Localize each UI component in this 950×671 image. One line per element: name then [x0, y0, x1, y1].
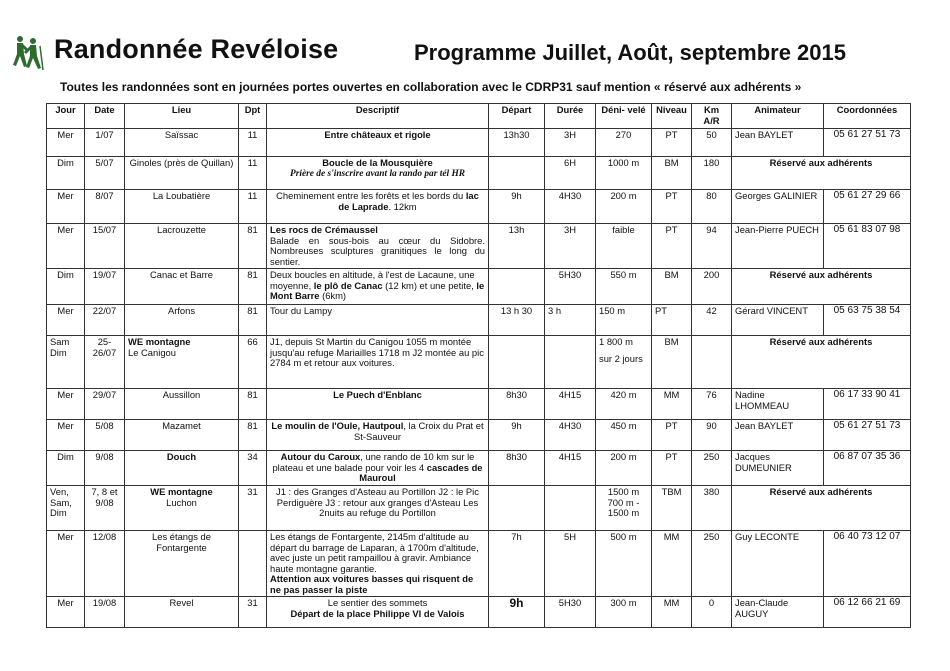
table-row — [47, 305, 911, 336]
table-row — [47, 269, 911, 305]
cell-dpt — [239, 531, 267, 597]
cell-duree — [545, 486, 596, 531]
hikers-logo — [10, 34, 44, 72]
cell-lieu: Aussillon — [125, 389, 239, 420]
col-header: Coordonnées — [824, 104, 911, 129]
cell-desc: J1 : des Granges d'Asteau au Portillon J2 : le Pic Perdiguère J3 : retour aux granges d'Asteau Les 2nuits au refuge du Portillon — [267, 486, 489, 531]
cell-date: 9/08 — [85, 451, 125, 486]
cell-dpt: 81 — [239, 269, 267, 305]
table-row — [47, 157, 911, 190]
cell-lieu: Mazamet — [125, 420, 239, 451]
cell-duree: 5H30 — [545, 269, 596, 305]
cell-dpt: 66 — [239, 336, 267, 389]
table-header-row — [47, 104, 911, 129]
cell-denivele: 200 m — [596, 190, 652, 224]
cell-jour: Dim — [47, 157, 85, 190]
cell-niveau: PT — [652, 451, 692, 486]
table-row — [47, 224, 911, 269]
cell-reserve: Réservé aux adhérents — [732, 336, 911, 389]
cell-desc: Entre châteaux et rigole — [267, 129, 489, 157]
cell-denivele: 1000 m — [596, 157, 652, 190]
cell-niveau: BM — [652, 269, 692, 305]
cell-denivele: faible — [596, 224, 652, 269]
cell-niveau: MM — [652, 531, 692, 597]
cell-niveau: BM — [652, 336, 692, 389]
cell-coord: 05 61 27 51 73 — [824, 129, 911, 157]
desc-title: Boucle de la Mousquière — [322, 157, 433, 168]
cell-niveau: TBM — [652, 486, 692, 531]
program-table — [46, 103, 911, 628]
cell-km: 50 — [692, 129, 732, 157]
cell-desc: Le Puech d'Enblanc — [267, 389, 489, 420]
table-row — [47, 486, 911, 531]
desc-bold: Départ de la place Philippe VI de Valois — [290, 607, 465, 619]
cell-depart: 9h — [489, 420, 545, 451]
cell-depart — [489, 597, 545, 628]
cell-date: 1/07 — [85, 129, 125, 157]
cell-km: 90 — [692, 420, 732, 451]
cell-date: 5/07 — [85, 157, 125, 190]
cell-desc — [267, 597, 489, 628]
cell-denivele: 1500 m 700 m - 1500 m — [596, 486, 652, 531]
cell-date: 12/08 — [85, 531, 125, 597]
cell-duree: 3H — [545, 129, 596, 157]
table-row — [47, 420, 911, 451]
cell-denivele: 420 m — [596, 389, 652, 420]
desc-bold: le Mont Barre — [270, 279, 485, 301]
cell-desc — [267, 451, 489, 486]
cell-desc: Tour du Lampy — [267, 305, 489, 336]
cell-date: 29/07 — [85, 389, 125, 420]
cell-lieu: Saïssac — [125, 129, 239, 157]
cell-dpt: 34 — [239, 451, 267, 486]
page-title: Randonnée Revéloise — [54, 34, 339, 64]
cell-date: 19/08 — [85, 597, 125, 628]
cell-km — [692, 336, 732, 389]
cell-km: 42 — [692, 305, 732, 336]
cell-lieu: Douch — [125, 451, 239, 486]
cell-km: 200 — [692, 269, 732, 305]
cell-km: 250 — [692, 531, 732, 597]
col-header: Date — [85, 104, 125, 129]
desc-text: , la Croix du Prat et St-Sauveur — [354, 420, 484, 442]
col-header: Niveau — [652, 104, 692, 129]
col-header: Animateur — [732, 104, 824, 129]
desc-warning: Attention aux voitures basses qui risquent de ne pas passer la piste — [270, 573, 474, 595]
cell-denivele: 500 m — [596, 531, 652, 597]
desc-title: Les rocs de Crémaussel — [270, 224, 378, 235]
cell-desc — [267, 269, 489, 305]
cell-denivele: 200 m — [596, 451, 652, 486]
cell-dpt: 31 — [239, 486, 267, 531]
cell-denivele: 150 m — [596, 305, 652, 336]
desc-text: (12 km) et une petite, — [385, 279, 474, 291]
cell-date: 15/07 — [85, 224, 125, 269]
cell-km: 180 — [692, 157, 732, 190]
cell-dpt: 81 — [239, 420, 267, 451]
cell-desc — [267, 157, 489, 190]
denivele-note: sur 2 jours — [599, 352, 643, 364]
col-header: Km A/R — [692, 104, 732, 129]
cell-dpt: 11 — [239, 157, 267, 190]
cell-denivele: 270 — [596, 129, 652, 157]
cell-animateur: Gérard VINCENT — [732, 305, 824, 336]
desc-bold: cascades de Mauroul — [359, 461, 483, 483]
cell-niveau: PT — [652, 190, 692, 224]
cell-jour: Mer — [47, 190, 85, 224]
desc-text: . 12km — [388, 200, 417, 212]
cell-animateur: Georges GALINIER — [732, 190, 824, 224]
cell-desc: J1, depuis St Martin du Canigou 1055 m montée jusqu'au refuge Mariailles 1718 m J2 montée au pic 2784 m et retour aux voitures. — [267, 336, 489, 389]
cell-duree: 4H30 — [545, 190, 596, 224]
cell-dpt: 81 — [239, 305, 267, 336]
cell-depart — [489, 269, 545, 305]
cell-coord: 05 61 83 07 98 — [824, 224, 911, 269]
cell-denivele — [596, 336, 652, 389]
desc-text: Balade en sous-bois au cœur du Sidobre. Nombreuses sculptures granitiques le long du sentier. — [270, 234, 485, 267]
desc-bold: lac de Laprade — [338, 190, 479, 212]
table-row — [47, 597, 911, 628]
cell-date: 22/07 — [85, 305, 125, 336]
cell-lieu: Arfons — [125, 305, 239, 336]
desc-text: Cheminement entre les forêts et les bords du — [276, 190, 464, 201]
cell-desc — [267, 224, 489, 269]
cell-jour: Mer — [47, 305, 85, 336]
cell-duree: 3 h — [545, 305, 596, 336]
cell-coord: 06 17 33 90 41 — [824, 389, 911, 420]
lieu-title: WE montagne — [150, 486, 213, 497]
desc-bold: Le moulin de l'Oule, Hautpoul — [271, 420, 404, 431]
cell-duree: 6H — [545, 157, 596, 190]
lieu-title: WE montagne — [128, 336, 191, 347]
cell-lieu: Canac et Barre — [125, 269, 239, 305]
col-header: Dpt — [239, 104, 267, 129]
lieu-text: Luchon — [166, 496, 197, 508]
cell-animateur: Jean-Pierre PUECH — [732, 224, 824, 269]
program-title: Programme Juillet, Août, septembre 2015 — [414, 40, 846, 65]
cell-niveau: BM — [652, 157, 692, 190]
cell-km: 380 — [692, 486, 732, 531]
cell-animateur: Jacques DUMEUNIER — [732, 451, 824, 486]
cell-lieu: Ginoles (près de Quillan) — [125, 157, 239, 190]
cell-animateur: Jean BAYLET — [732, 129, 824, 157]
cell-km: 76 — [692, 389, 732, 420]
cell-duree: 4H30 — [545, 420, 596, 451]
col-header: Durée — [545, 104, 596, 129]
cell-duree: 4H15 — [545, 389, 596, 420]
cell-niveau: PT — [652, 305, 692, 336]
cell-coord: 06 40 73 12 07 — [824, 531, 911, 597]
cell-lieu: Revel — [125, 597, 239, 628]
cell-km: 0 — [692, 597, 732, 628]
table-row — [47, 190, 911, 224]
cell-dpt: 81 — [239, 389, 267, 420]
cell-depart — [489, 486, 545, 531]
cell-desc — [267, 531, 489, 597]
cell-lieu — [125, 486, 239, 531]
cell-duree: 4H15 — [545, 451, 596, 486]
cell-date: 25-26/07 — [85, 336, 125, 389]
cell-animateur: Guy LECONTE — [732, 531, 824, 597]
cell-lieu: Lacrouzette — [125, 224, 239, 269]
cell-animateur: Nadine LHOMMEAU — [732, 389, 824, 420]
table-row — [47, 451, 911, 486]
cell-dpt: 11 — [239, 129, 267, 157]
cell-depart: 13h — [489, 224, 545, 269]
lieu-text: Le Canigou — [128, 346, 176, 358]
cell-lieu: La Loubatière — [125, 190, 239, 224]
cell-lieu: Les étangs de Fontargente — [125, 531, 239, 597]
cell-jour: Mer — [47, 389, 85, 420]
cell-jour: Mer — [47, 420, 85, 451]
cell-coord: 06 12 66 21 69 — [824, 597, 911, 628]
cell-km: 250 — [692, 451, 732, 486]
cell-coord: 06 87 07 35 36 — [824, 451, 911, 486]
cell-depart: 13 h 30 — [489, 305, 545, 336]
cell-km: 80 — [692, 190, 732, 224]
desc-text: (6km) — [322, 290, 347, 301]
cell-jour: Ven, Sam, Dim — [47, 486, 85, 531]
cell-duree — [545, 336, 596, 389]
cell-depart — [489, 336, 545, 389]
cell-animateur: Jean-Claude AUGUY — [732, 597, 824, 628]
cell-lieu — [125, 336, 239, 389]
cell-depart: 7h — [489, 531, 545, 597]
cell-niveau: MM — [652, 597, 692, 628]
cell-niveau: PT — [652, 420, 692, 451]
cell-reserve: Réservé aux adhérents — [732, 157, 911, 190]
cell-dpt: 81 — [239, 224, 267, 269]
cell-coord: 05 63 75 38 54 — [824, 305, 911, 336]
cell-jour: Mer — [47, 224, 85, 269]
desc-text: , une rando de 10 km sur le plateau et une balade pour voir les 4 — [272, 451, 475, 473]
cell-animateur: Jean BAYLET — [732, 420, 824, 451]
desc-bold: Autour du Caroux — [280, 451, 361, 462]
cell-niveau: PT — [652, 129, 692, 157]
cell-coord: 05 61 27 51 73 — [824, 420, 911, 451]
cell-denivele: 450 m — [596, 420, 652, 451]
cell-desc — [267, 190, 489, 224]
cell-jour: Sam Dim — [47, 336, 85, 389]
cell-jour: Mer — [47, 597, 85, 628]
cell-jour: Mer — [47, 129, 85, 157]
subtitle: Toutes les randonnées sont en journées portes ouvertes en collaboration avec le CDRP31 sauf mention « réservé aux adhérents » — [60, 80, 802, 94]
desc-text: Le sentier des sommets — [327, 597, 428, 608]
cell-reserve: Réservé aux adhérents — [732, 486, 911, 531]
cell-km: 94 — [692, 224, 732, 269]
cell-date: 5/08 — [85, 420, 125, 451]
cell-jour: Dim — [47, 451, 85, 486]
cell-depart — [489, 157, 545, 190]
cell-date: 7, 8 et 9/08 — [85, 486, 125, 531]
cell-dpt: 11 — [239, 190, 267, 224]
cell-duree: 3H — [545, 224, 596, 269]
cell-niveau: MM — [652, 389, 692, 420]
cell-coord: 05 61 27 29 66 — [824, 190, 911, 224]
cell-duree: 5H — [545, 531, 596, 597]
cell-denivele: 300 m — [596, 597, 652, 628]
table-row — [47, 389, 911, 420]
table-row — [47, 336, 911, 389]
cell-depart: 13h30 — [489, 129, 545, 157]
denivele-text: 1 800 m — [599, 336, 633, 347]
cell-depart: 8h30 — [489, 389, 545, 420]
desc-text: Deux boucles en altitude, à l'est de Lacaune, une moyenne, — [270, 269, 475, 291]
col-header: Déni- velé — [596, 104, 652, 129]
cell-depart: 9h — [489, 190, 545, 224]
col-header: Lieu — [125, 104, 239, 129]
cell-depart: 8h30 — [489, 451, 545, 486]
cell-niveau: PT — [652, 224, 692, 269]
table-row — [47, 531, 911, 597]
cell-reserve: Réservé aux adhérents — [732, 269, 911, 305]
table-row — [47, 129, 911, 157]
cell-denivele: 550 m — [596, 269, 652, 305]
desc-bold: le plô de Canac — [313, 279, 383, 291]
cell-desc — [267, 420, 489, 451]
col-header: Départ — [489, 104, 545, 129]
desc-text: Les étangs de Fontargente, 2145m d'altitude au départ du barrage de Laparan, à 1700m d'altitude, avec juste un petit rampaillou à gravir. Ambiance haute montagne garantie. — [270, 531, 479, 574]
depart-text: 9h — [509, 596, 524, 610]
col-header: Jour — [47, 104, 85, 129]
cell-jour: Dim — [47, 269, 85, 305]
cell-jour: Mer — [47, 531, 85, 597]
col-header: Descriptif — [267, 104, 489, 129]
cell-date: 8/07 — [85, 190, 125, 224]
desc-note: Prière de s'inscrire avant la rando par tél HR — [289, 168, 465, 179]
cell-date: 19/07 — [85, 269, 125, 305]
cell-duree: 5H30 — [545, 597, 596, 628]
cell-dpt: 31 — [239, 597, 267, 628]
